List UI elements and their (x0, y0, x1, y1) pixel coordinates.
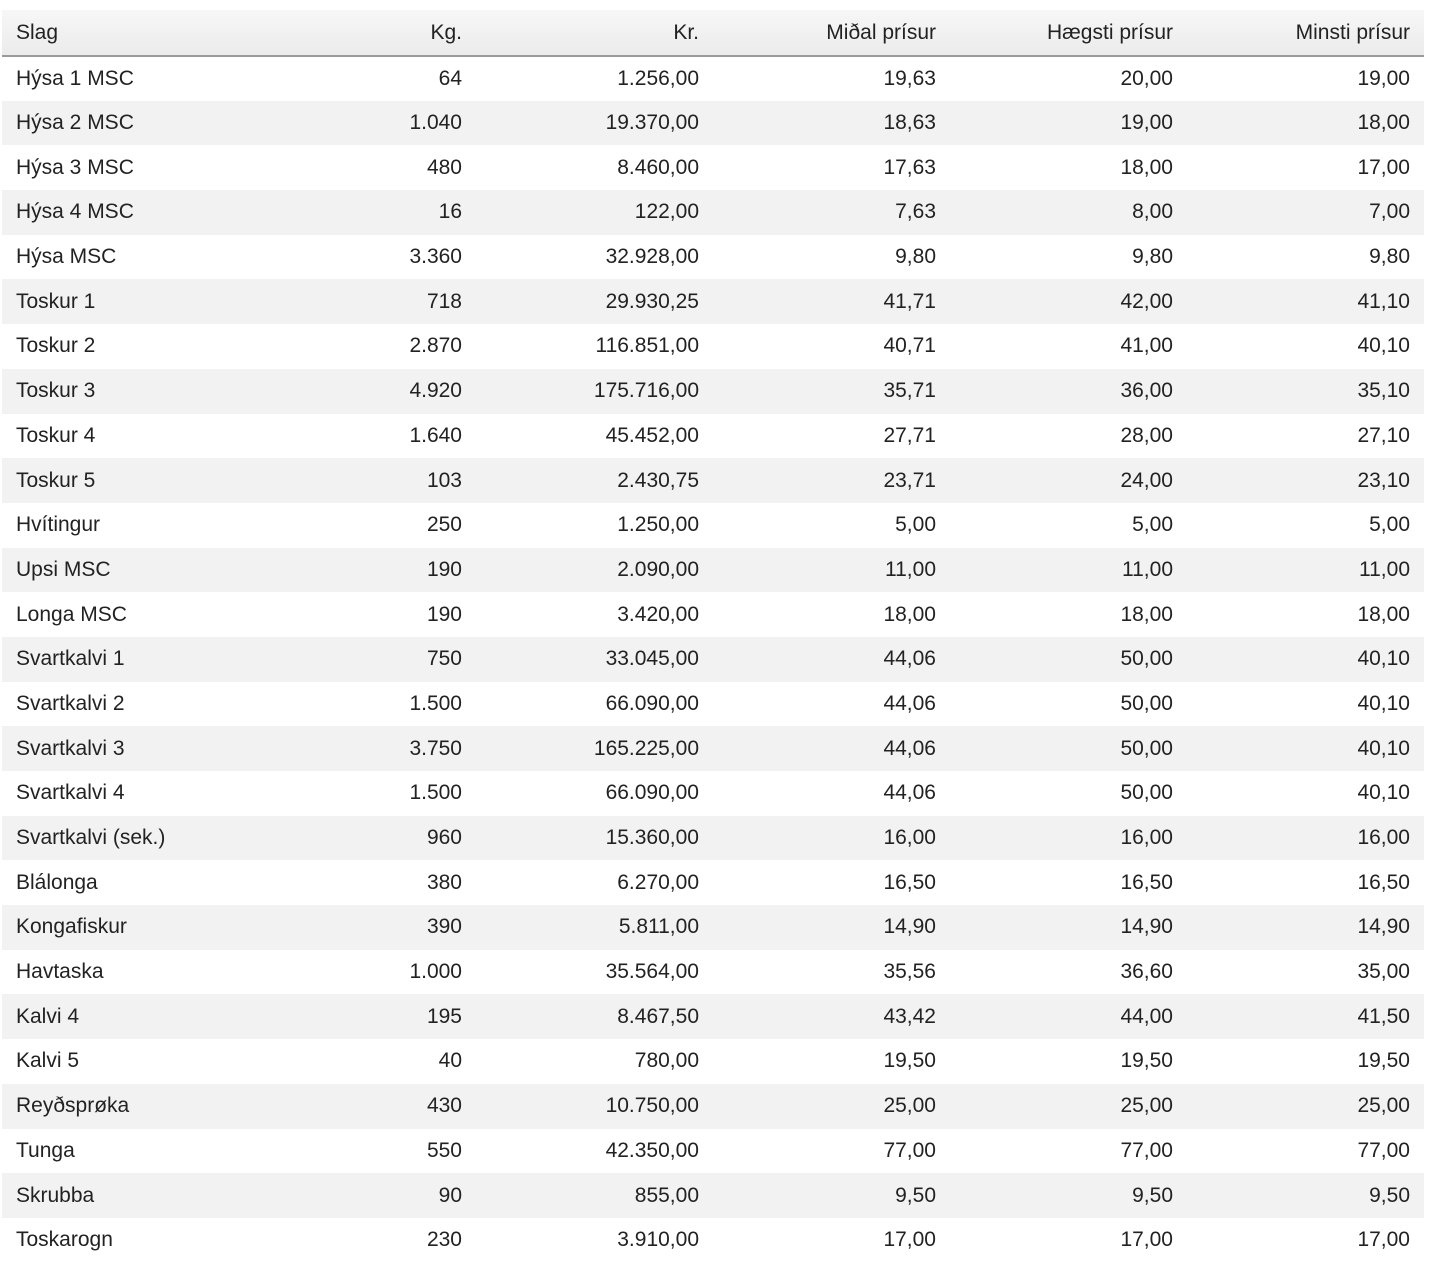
cell-kg: 4.920 (409, 379, 462, 403)
table-row (2, 369, 1424, 414)
cell-slag: Reyðsprøka (16, 1094, 130, 1118)
cell-kg: 195 (426, 1004, 462, 1028)
cell-lowest-price: 9,80 (1369, 245, 1410, 269)
cell-highest-price: 36,00 (1120, 379, 1173, 403)
cell-kr: 29.930,25 (605, 289, 699, 313)
cell-slag: Toskur 2 (16, 334, 96, 358)
cell-kr: 66.090,00 (605, 781, 699, 805)
cell-kg: 16 (438, 200, 462, 224)
cell-kr: 2.430,75 (617, 468, 699, 492)
cell-average-price: 18,63 (883, 111, 936, 135)
cell-highest-price: 25,00 (1120, 1094, 1173, 1118)
table-row (2, 458, 1424, 503)
cell-kr: 3.420,00 (617, 602, 699, 626)
cell-highest-price: 5,00 (1132, 513, 1173, 537)
table-row (2, 726, 1424, 771)
cell-kr: 780,00 (634, 1049, 699, 1073)
cell-lowest-price: 19,00 (1357, 66, 1410, 90)
cell-kg: 380 (426, 870, 462, 894)
cell-highest-price: 44,00 (1120, 1004, 1173, 1028)
cell-slag: Toskur 3 (16, 379, 96, 403)
cell-slag: Kongafiskur (16, 915, 127, 939)
cell-kg: 64 (438, 66, 462, 90)
cell-kg: 960 (426, 826, 462, 850)
cell-lowest-price: 18,00 (1357, 602, 1410, 626)
cell-kg: 190 (426, 602, 462, 626)
table-row (2, 637, 1424, 682)
price-table (2, 10, 1424, 1263)
cell-highest-price: 9,80 (1132, 245, 1173, 269)
cell-highest-price: 28,00 (1120, 423, 1173, 447)
cell-kr: 1.250,00 (617, 513, 699, 537)
cell-highest-price: 17,00 (1120, 1228, 1173, 1252)
cell-lowest-price: 23,10 (1357, 468, 1410, 492)
cell-slag: Toskur 5 (16, 468, 96, 492)
cell-average-price: 7,63 (895, 200, 936, 224)
cell-lowest-price: 19,50 (1357, 1049, 1410, 1073)
column-header-slag: Slag (2, 10, 239, 56)
table-row (2, 771, 1424, 816)
cell-highest-price: 14,90 (1120, 915, 1173, 939)
cell-lowest-price: 35,10 (1357, 379, 1410, 403)
cell-kg: 550 (426, 1138, 462, 1162)
cell-kr: 32.928,00 (605, 245, 699, 269)
cell-slag: Svartkalvi 3 (16, 736, 125, 760)
table-body (2, 56, 1424, 1263)
cell-kr: 42.350,00 (605, 1138, 699, 1162)
cell-highest-price: 9,50 (1132, 1183, 1173, 1207)
cell-lowest-price: 16,50 (1357, 870, 1410, 894)
cell-highest-price: 42,00 (1120, 289, 1173, 313)
cell-average-price: 43,42 (883, 1004, 936, 1028)
cell-kr: 8.460,00 (617, 155, 699, 179)
cell-kr: 66.090,00 (605, 691, 699, 715)
cell-slag: Toskarogn (16, 1228, 113, 1252)
cell-kg: 103 (426, 468, 462, 492)
cell-lowest-price: 40,10 (1357, 781, 1410, 805)
cell-average-price: 77,00 (883, 1138, 936, 1162)
cell-highest-price: 8,00 (1132, 200, 1173, 224)
table-row (2, 905, 1424, 950)
cell-average-price: 44,06 (883, 781, 936, 805)
cell-lowest-price: 40,10 (1357, 334, 1410, 358)
cell-kg: 430 (426, 1094, 462, 1118)
cell-kr: 3.910,00 (617, 1228, 699, 1252)
cell-kr: 175.716,00 (593, 379, 699, 403)
cell-lowest-price: 40,10 (1357, 736, 1410, 760)
cell-kr: 8.467,50 (617, 1004, 699, 1028)
cell-average-price: 35,71 (883, 379, 936, 403)
cell-lowest-price: 5,00 (1369, 513, 1410, 537)
cell-kr: 45.452,00 (605, 423, 699, 447)
cell-highest-price: 19,50 (1120, 1049, 1173, 1073)
cell-kr: 35.564,00 (605, 960, 699, 984)
cell-kg: 750 (426, 647, 462, 671)
cell-lowest-price: 35,00 (1357, 960, 1410, 984)
cell-slag: Hýsa 4 MSC (16, 200, 134, 224)
cell-lowest-price: 14,90 (1357, 915, 1410, 939)
cell-kg: 1.640 (409, 423, 462, 447)
cell-highest-price: 11,00 (1122, 557, 1173, 581)
cell-highest-price: 19,00 (1120, 111, 1173, 135)
cell-slag: Blálonga (16, 870, 98, 894)
cell-highest-price: 50,00 (1120, 736, 1173, 760)
cell-average-price: 27,71 (883, 423, 936, 447)
cell-highest-price: 50,00 (1120, 647, 1173, 671)
cell-kr: 855,00 (634, 1183, 699, 1207)
table-row (2, 414, 1424, 459)
cell-highest-price: 36,60 (1120, 960, 1173, 984)
table-row (2, 1173, 1424, 1218)
cell-kr: 6.270,00 (617, 870, 699, 894)
cell-slag: Kalvi 5 (16, 1049, 80, 1073)
cell-highest-price: 16,00 (1120, 826, 1173, 850)
table-row (2, 190, 1424, 235)
cell-slag: Hýsa 3 MSC (16, 155, 134, 179)
cell-lowest-price: 27,10 (1357, 423, 1410, 447)
cell-highest-price: 16,50 (1120, 870, 1173, 894)
cell-slag: Svartkalvi 2 (16, 691, 125, 715)
table-row (2, 1084, 1424, 1129)
column-header-highest-price: Hægsti prísur (950, 10, 1187, 56)
cell-lowest-price: 77,00 (1357, 1138, 1410, 1162)
table-row (2, 950, 1424, 995)
cell-average-price: 17,63 (883, 155, 936, 179)
cell-kr: 1.256,00 (617, 66, 699, 90)
cell-average-price: 16,00 (883, 826, 936, 850)
cell-kg: 718 (426, 289, 462, 313)
table-row (2, 994, 1424, 1039)
cell-slag: Svartkalvi (sek.) (16, 826, 166, 850)
table-row (2, 816, 1424, 861)
cell-slag: Hýsa 1 MSC (16, 66, 134, 90)
price-table-container (2, 10, 1424, 1263)
cell-lowest-price: 25,00 (1357, 1094, 1410, 1118)
table-row (2, 145, 1424, 190)
cell-average-price: 41,71 (883, 289, 936, 313)
cell-average-price: 16,50 (883, 870, 936, 894)
cell-slag: Hýsa MSC (16, 245, 117, 269)
cell-lowest-price: 40,10 (1357, 647, 1410, 671)
cell-average-price: 9,50 (895, 1183, 936, 1207)
cell-kg: 1.500 (409, 781, 462, 805)
cell-lowest-price: 18,00 (1357, 111, 1410, 135)
cell-slag: Toskur 4 (16, 423, 96, 447)
cell-lowest-price: 40,10 (1357, 691, 1410, 715)
table-row (2, 548, 1424, 593)
cell-kg: 1.000 (409, 960, 462, 984)
cell-highest-price: 50,00 (1120, 691, 1173, 715)
cell-highest-price: 18,00 (1120, 155, 1173, 179)
cell-average-price: 14,90 (883, 915, 936, 939)
table-row (2, 1218, 1424, 1263)
cell-average-price: 19,50 (883, 1049, 936, 1073)
table-row (2, 503, 1424, 548)
cell-kg: 3.750 (409, 736, 462, 760)
cell-kg: 90 (438, 1183, 462, 1207)
cell-average-price: 44,06 (883, 647, 936, 671)
table-row (2, 1129, 1424, 1174)
cell-average-price: 44,06 (883, 736, 936, 760)
table-row (2, 324, 1424, 369)
table-row (2, 235, 1424, 280)
cell-average-price: 11,00 (885, 557, 936, 581)
cell-highest-price: 24,00 (1120, 468, 1173, 492)
cell-average-price: 5,00 (895, 513, 936, 537)
cell-lowest-price: 9,50 (1369, 1183, 1410, 1207)
cell-kr: 33.045,00 (605, 647, 699, 671)
table-row (2, 101, 1424, 146)
header-row (2, 10, 1424, 56)
cell-slag: Longa MSC (16, 602, 127, 626)
table-header (2, 10, 1424, 56)
cell-highest-price: 50,00 (1120, 781, 1173, 805)
cell-kr: 15.360,00 (605, 826, 699, 850)
table-row (2, 56, 1424, 101)
cell-highest-price: 77,00 (1120, 1138, 1173, 1162)
column-header-kg: Kg. (239, 10, 476, 56)
cell-average-price: 40,71 (883, 334, 936, 358)
cell-kg: 480 (426, 155, 462, 179)
cell-kg: 250 (426, 513, 462, 537)
cell-slag: Havtaska (16, 960, 104, 984)
table-row (2, 592, 1424, 637)
cell-kg: 190 (426, 557, 462, 581)
cell-slag: Tunga (16, 1138, 75, 1162)
cell-kg: 3.360 (409, 245, 462, 269)
cell-kr: 19.370,00 (605, 111, 699, 135)
cell-average-price: 23,71 (883, 468, 936, 492)
cell-average-price: 9,80 (895, 245, 936, 269)
column-header-lowest-price: Minsti prísur (1187, 10, 1424, 56)
cell-lowest-price: 17,00 (1357, 155, 1410, 179)
table-row (2, 860, 1424, 905)
cell-kr: 165.225,00 (593, 736, 699, 760)
cell-slag: Skrubba (16, 1183, 95, 1207)
cell-kg: 2.870 (409, 334, 462, 358)
cell-slag: Svartkalvi 4 (16, 781, 125, 805)
cell-lowest-price: 16,00 (1357, 826, 1410, 850)
cell-slag: Hvítingur (16, 513, 101, 537)
table-row (2, 682, 1424, 727)
cell-kg: 40 (438, 1049, 462, 1073)
cell-slag: Upsi MSC (16, 557, 111, 581)
cell-highest-price: 20,00 (1120, 66, 1173, 90)
cell-average-price: 18,00 (883, 602, 936, 626)
cell-lowest-price: 11,00 (1359, 557, 1410, 581)
cell-kg: 230 (426, 1228, 462, 1252)
cell-lowest-price: 41,50 (1357, 1004, 1410, 1028)
cell-slag: Kalvi 4 (16, 1004, 80, 1028)
cell-kr: 5.811,00 (618, 915, 699, 939)
cell-average-price: 35,56 (883, 960, 936, 984)
cell-lowest-price: 41,10 (1357, 289, 1410, 313)
cell-highest-price: 41,00 (1120, 334, 1173, 358)
cell-slag: Svartkalvi 1 (16, 647, 125, 671)
cell-lowest-price: 7,00 (1369, 200, 1410, 224)
cell-kr: 2.090,00 (617, 557, 699, 581)
cell-kg: 390 (426, 915, 462, 939)
cell-kr: 122,00 (634, 200, 699, 224)
column-header-average-price: Miðal prísur (713, 10, 950, 56)
cell-slag: Hýsa 2 MSC (16, 111, 134, 135)
table-row (2, 1039, 1424, 1084)
cell-kg: 1.500 (409, 691, 462, 715)
cell-slag: Toskur 1 (16, 289, 96, 313)
cell-average-price: 17,00 (883, 1228, 936, 1252)
cell-kr: 10.750,00 (605, 1094, 699, 1118)
cell-average-price: 25,00 (883, 1094, 936, 1118)
cell-kg: 1.040 (409, 111, 462, 135)
column-header-kr: Kr. (476, 10, 713, 56)
cell-lowest-price: 17,00 (1357, 1228, 1410, 1252)
table-row (2, 279, 1424, 324)
cell-average-price: 44,06 (883, 691, 936, 715)
cell-highest-price: 18,00 (1120, 602, 1173, 626)
cell-average-price: 19,63 (883, 66, 936, 90)
cell-kr: 116.851,00 (595, 334, 699, 358)
